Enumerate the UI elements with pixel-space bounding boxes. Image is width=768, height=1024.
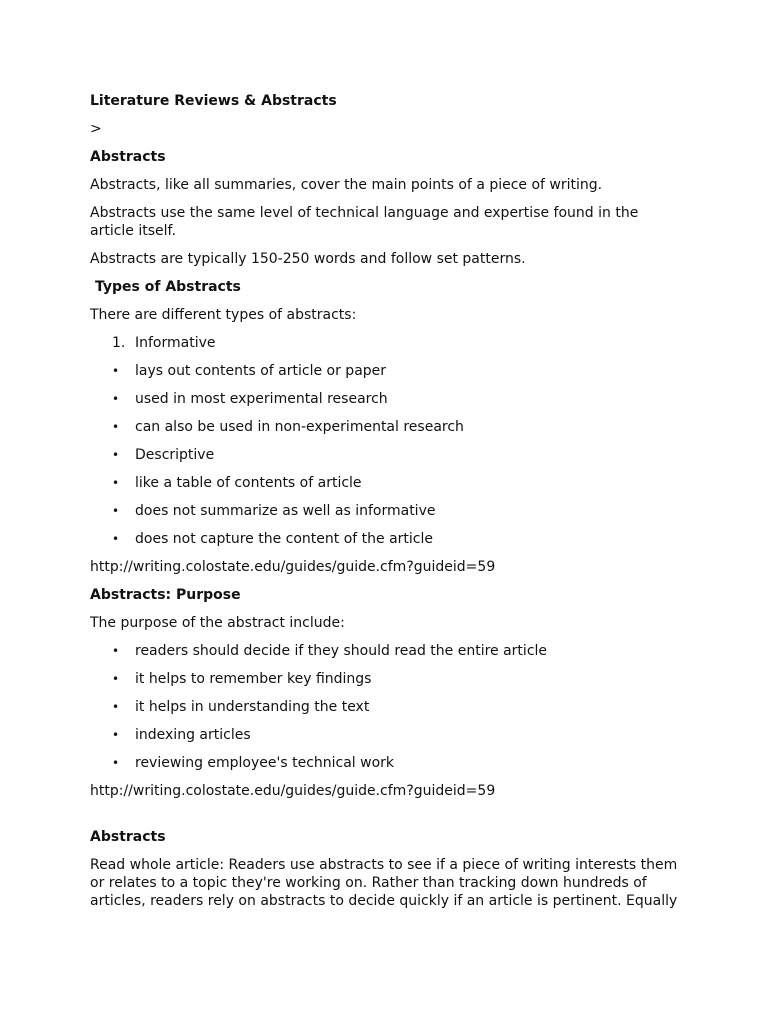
list-item xyxy=(90,642,680,660)
list-item xyxy=(90,502,680,520)
list-number: 1. xyxy=(112,335,126,351)
arrow-marker: > xyxy=(90,121,102,137)
list-item xyxy=(90,390,680,408)
list-item xyxy=(90,754,680,772)
bullet-icon: • xyxy=(112,448,120,462)
types-bullet-list xyxy=(90,362,680,548)
list-item-label: does not summarize as well as informative xyxy=(135,503,436,519)
list-item-label: readers should decide if they should read the entire article xyxy=(135,643,548,659)
list-item xyxy=(90,446,680,464)
list-item-label: lays out contents of article or paper xyxy=(135,363,387,379)
section-heading-types: Types of Abstracts xyxy=(95,279,241,295)
bullet-icon: • xyxy=(112,476,120,490)
list-item-label: it helps to remember key findings xyxy=(135,671,372,687)
purpose-intro: The purpose of the abstract include: xyxy=(90,615,345,631)
section-heading-abstracts: Abstracts xyxy=(90,149,166,165)
purpose-bullet-list xyxy=(90,642,680,772)
list-item xyxy=(90,670,680,688)
section-heading-abstracts-2: Abstracts xyxy=(90,829,166,845)
list-item-label: indexing articles xyxy=(135,727,251,743)
list-item-label: Informative xyxy=(135,335,216,351)
bullet-icon: • xyxy=(112,532,120,546)
paragraph-word-count: Abstracts are typically 150-250 words and follow set patterns. xyxy=(90,251,526,267)
bullet-icon: • xyxy=(112,364,120,378)
document-title: Literature Reviews & Abstracts xyxy=(90,93,337,109)
list-item xyxy=(90,334,680,352)
list-item xyxy=(90,530,680,548)
list-item xyxy=(90,474,680,492)
blank-line xyxy=(90,810,680,828)
bullet-icon: • xyxy=(112,756,120,770)
types-numbered-list xyxy=(90,334,680,352)
bullet-icon: • xyxy=(112,728,120,742)
paragraph-summaries: Abstracts, like all summaries, cover the main points of a piece of writing. xyxy=(90,177,603,193)
list-item-label: does not capture the content of the article xyxy=(135,531,433,547)
paragraph-read-whole-article: Read whole article: Readers use abstracts to see if a piece of writing interests them or relates to a topic they're working on. Rather than tracking down hundreds of articles, readers rely on abstracts to decide quickly if an article is pertinent. Equally xyxy=(90,857,678,909)
bullet-icon: • xyxy=(112,392,120,406)
list-item-label: can also be used in non-experimental research xyxy=(135,419,464,435)
list-item-label: it helps in understanding the text xyxy=(135,699,370,715)
document-page xyxy=(90,92,680,910)
source-link[interactable]: http://writing.colostate.edu/guides/guide.cfm?guideid=59 xyxy=(90,783,496,799)
bullet-icon: • xyxy=(112,420,120,434)
list-item xyxy=(90,726,680,744)
list-item-label: used in most experimental research xyxy=(135,391,388,407)
list-item xyxy=(90,698,680,716)
paragraph-technical-language: Abstracts use the same level of technical language and expertise found in the article itself. xyxy=(90,205,639,239)
bullet-icon: • xyxy=(112,644,120,658)
section-heading-purpose: Abstracts: Purpose xyxy=(90,587,241,603)
list-item-label: reviewing employee's technical work xyxy=(135,755,395,771)
types-intro: There are different types of abstracts: xyxy=(90,307,357,323)
bullet-icon: • xyxy=(112,504,120,518)
list-item xyxy=(90,362,680,380)
list-item-label: like a table of contents of article xyxy=(135,475,362,491)
list-item-label: Descriptive xyxy=(135,447,215,463)
source-link[interactable]: http://writing.colostate.edu/guides/guide.cfm?guideid=59 xyxy=(90,559,496,575)
bullet-icon: • xyxy=(112,700,120,714)
list-item xyxy=(90,418,680,436)
bullet-icon: • xyxy=(112,672,120,686)
